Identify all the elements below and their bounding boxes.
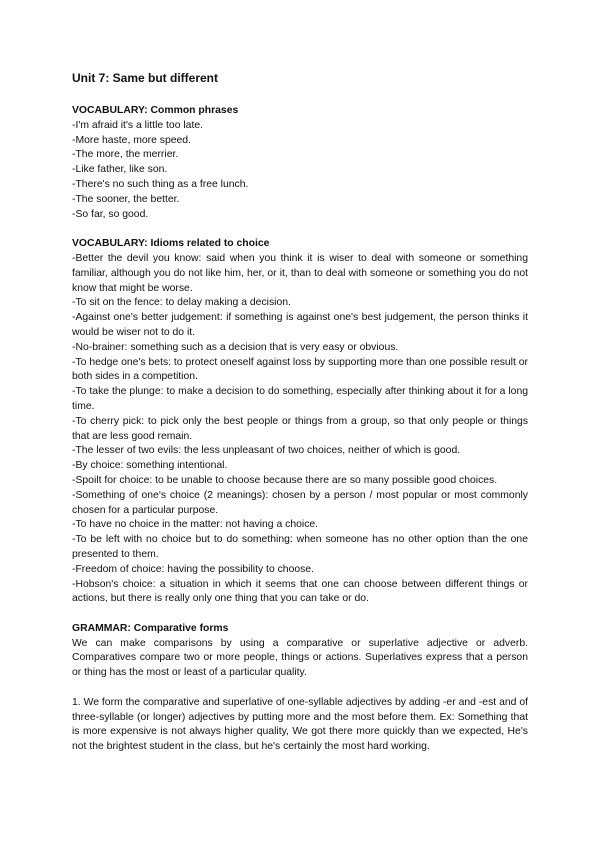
- unit-title: Unit 7: Same but different: [72, 71, 219, 85]
- idiom-item: -By choice: something intentional.: [72, 460, 228, 472]
- spacer: [72, 222, 528, 237]
- idiom-item: -Better the devil you know: said when you think it is wiser to deal with someone or something familiar, although you do not like him, her, or it, than to deal with someone or something you do not know that might be worse.: [72, 252, 528, 294]
- idiom-item: -Against one's better judgement: if something is against one's best judgement, the person thinks it would be wiser not to do it.: [72, 312, 528, 338]
- idiom-item: -To take the plunge: to make a decision to do something, especially after thinking about it for a long time.: [72, 386, 528, 412]
- grammar-heading: GRAMMAR: Comparative forms: [72, 622, 229, 634]
- idiom-item: -Spoilt for choice: to be unable to choose because there are so many possible good choices.: [72, 474, 498, 486]
- vocab-phrases-section: [72, 104, 528, 222]
- spacer: [72, 607, 528, 622]
- grammar-intro: We can make comparisons by using a comparative or superlative adjective or adverb. Comparatives compare two or more people, things or actions. Superlatives express that a person or thing has the most or least of a particular quality.: [72, 637, 528, 679]
- idiom-item: -To have no choice in the matter: not having a choice.: [72, 519, 319, 531]
- idiom-item: -Freedom of choice: having the possibility to choose.: [72, 563, 314, 575]
- vocab-idioms-section: [72, 237, 528, 607]
- phrase-item: -So far, so good.: [72, 208, 149, 220]
- idiom-item: -To sit on the fence: to delay making a decision.: [72, 297, 291, 309]
- phrase-item: -There's no such thing as a free lunch.: [72, 178, 249, 190]
- idiom-item: -Hobson's choice: a situation in which it seems that one can choose between different things or actions, but there is really only one thing that you can take or do.: [72, 578, 528, 605]
- grammar-point-1: 1. We form the comparative and superlative of one-syllable adjectives by adding -er and -est and of three-syllable (or longer) adjectives by putting more and the most before them. Ex: Something that is more expensive is not always higher quality, We got there more quickly than we expected, He's not the brightest student in the class, but he's certainly the most hard working.: [72, 696, 528, 753]
- idiom-item: -To cherry pick: to pick only the best people or things from a group, so that only people or things that are less good remain.: [72, 415, 528, 442]
- spacer: [72, 681, 528, 696]
- vocab-phrases-heading: VOCABULARY: Common phrases: [72, 105, 239, 116]
- phrase-item: -Like father, like son.: [72, 164, 168, 176]
- idiom-item: -To be left with no choice but to do something: when someone has no other option than the one presented to them.: [72, 534, 528, 560]
- vocab-idioms-heading: VOCABULARY: Idioms related to choice: [72, 238, 270, 250]
- document-page: [72, 70, 528, 755]
- idiom-item: -The lesser of two evils: the less unpleasant of two choices, neither of which is good.: [72, 445, 461, 457]
- phrase-item: -The more, the merrier.: [72, 149, 179, 161]
- phrase-item: -More haste, more speed.: [72, 134, 191, 146]
- idiom-item: -No-brainer: something such as a decision that is very easy or obvious.: [72, 341, 399, 353]
- phrase-item: -The sooner, the better.: [72, 193, 180, 205]
- grammar-section: [72, 622, 528, 755]
- idiom-item: -To hedge one's bets: to protect oneself against loss by supporting more than one possible result or both sides in a competition.: [72, 356, 528, 383]
- idiom-item: -Something of one's choice (2 meanings): chosen by a person / most popular or most commonly chosen for a particular purpose.: [72, 489, 528, 516]
- phrase-item: -I'm afraid it's a little too late.: [72, 119, 204, 131]
